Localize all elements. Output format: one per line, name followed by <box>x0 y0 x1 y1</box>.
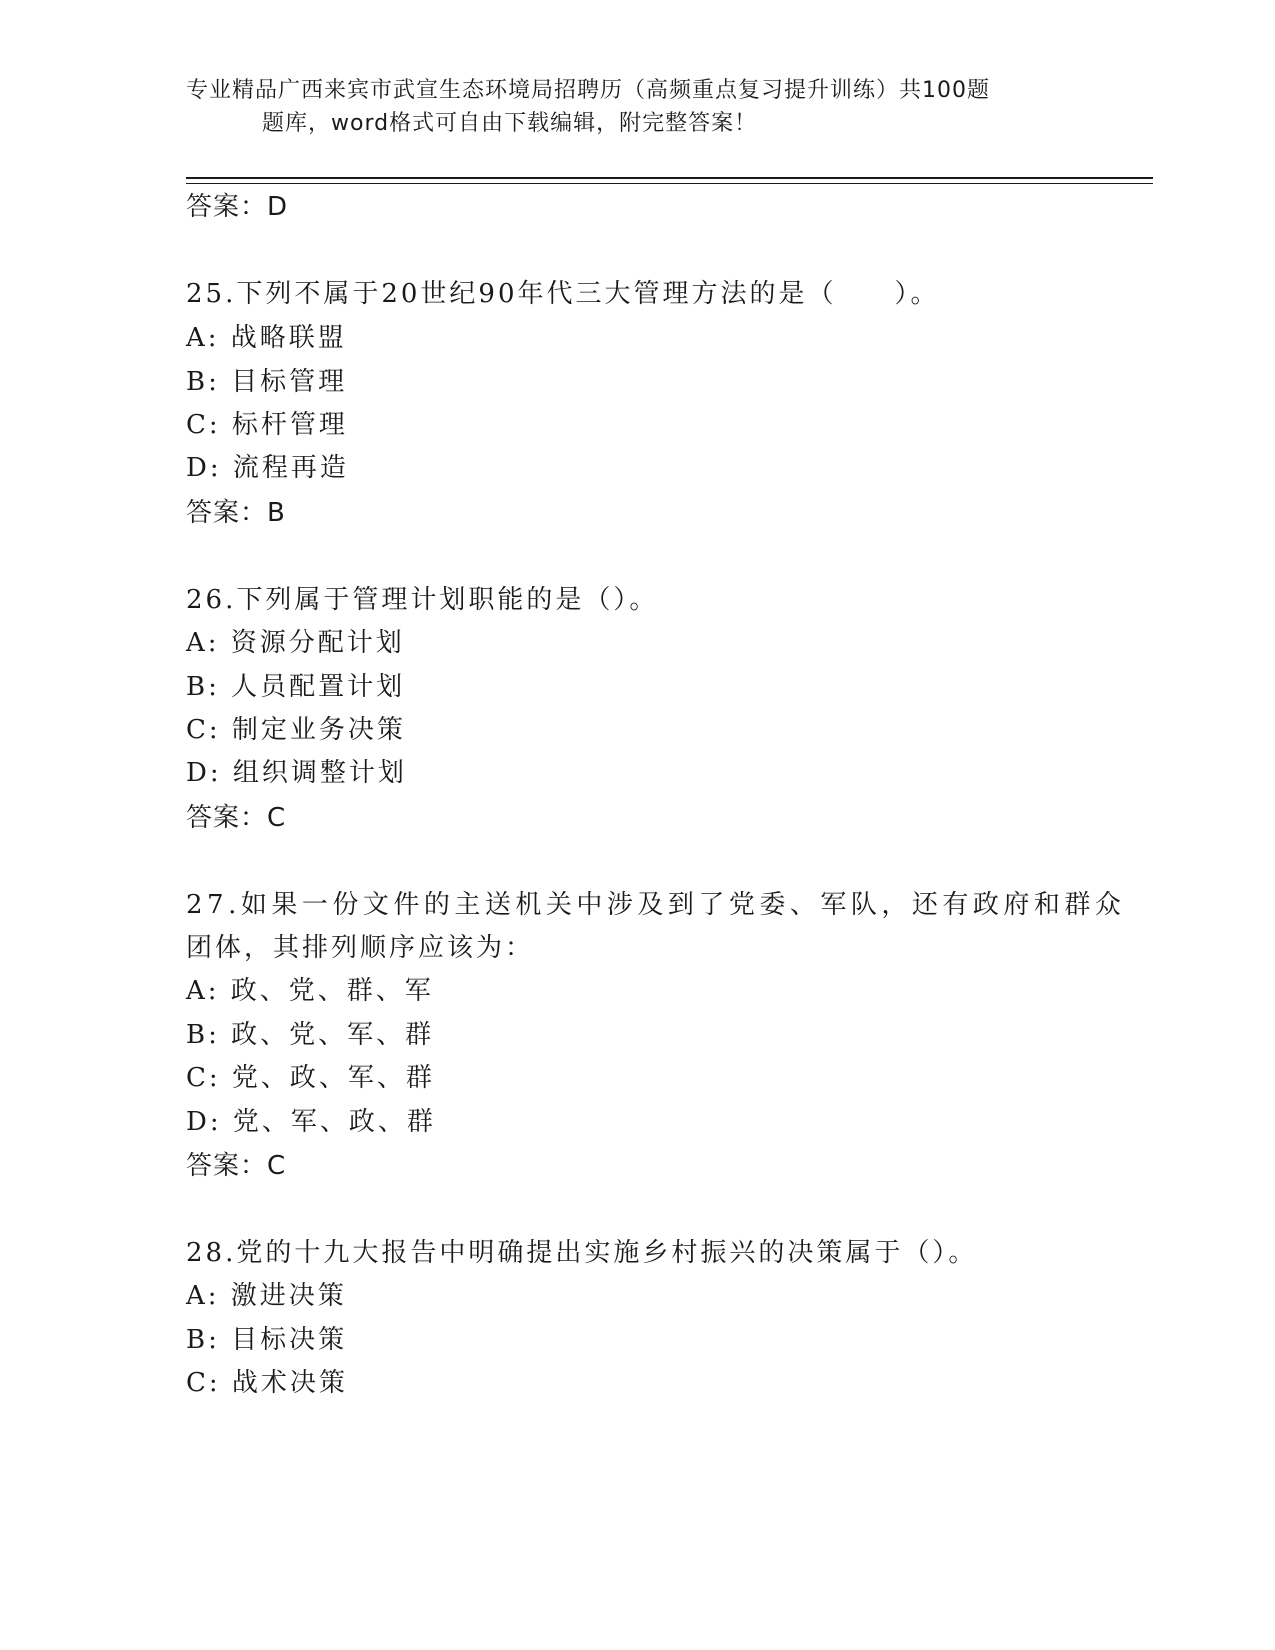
question-28-option-b: B: 目标决策 <box>186 1325 348 1355</box>
question-25-option-d: D: 流程再造 <box>186 453 349 483</box>
answer-prev: 答案：D <box>186 192 289 222</box>
question-27-option-c: C: 党、政、军、群 <box>186 1063 435 1093</box>
header-rule-thick <box>186 177 1153 179</box>
document-header <box>186 74 1086 140</box>
question-27-stem-line-1: 27.如果一份文件的主送机关中涉及到了党委、军队，还有政府和群众 <box>186 890 1126 920</box>
question-28-stem: 28.党的十九大报告中明确提出实施乡村振兴的决策属于（）。 <box>186 1238 978 1268</box>
question-26-option-d: D: 组织调整计划 <box>186 758 407 788</box>
question-25-answer: 答案：B <box>186 498 286 528</box>
question-27-option-a: A: 政、党、群、军 <box>186 976 434 1006</box>
question-25-option-c: C: 标杆管理 <box>186 410 348 440</box>
header-title-line-1: 专业精品广西来宾市武宣生态环境局招聘历（高频重点复习提升训练）共100题 <box>186 78 990 103</box>
question-27-answer: 答案：C <box>186 1151 287 1181</box>
header-title-line-2: 题库，word格式可自由下载编辑，附完整答案！ <box>262 111 758 136</box>
question-27-option-b: B: 政、党、军、群 <box>186 1020 435 1050</box>
question-26-stem: 26.下列属于管理计划职能的是（）。 <box>186 585 659 615</box>
question-27-stem-line-2: 团体，其排列顺序应该为： <box>186 933 535 963</box>
question-26-option-b: B: 人员配置计划 <box>186 672 406 702</box>
question-25-option-a: A: 战略联盟 <box>186 323 347 353</box>
question-26-answer: 答案：C <box>186 803 287 833</box>
question-26-option-a: A: 资源分配计划 <box>186 628 405 658</box>
question-25-option-b: B: 目标管理 <box>186 367 348 397</box>
question-28-option-c: C: 战术决策 <box>186 1368 348 1398</box>
header-rule-thin <box>186 183 1153 184</box>
question-28-option-a: A: 激进决策 <box>186 1281 347 1311</box>
question-25-stem: 25.下列不属于20世纪90年代三大管理方法的是（ ）。 <box>186 279 940 309</box>
question-26-option-c: C: 制定业务决策 <box>186 715 406 745</box>
question-27-option-d: D: 党、军、政、群 <box>186 1107 436 1137</box>
